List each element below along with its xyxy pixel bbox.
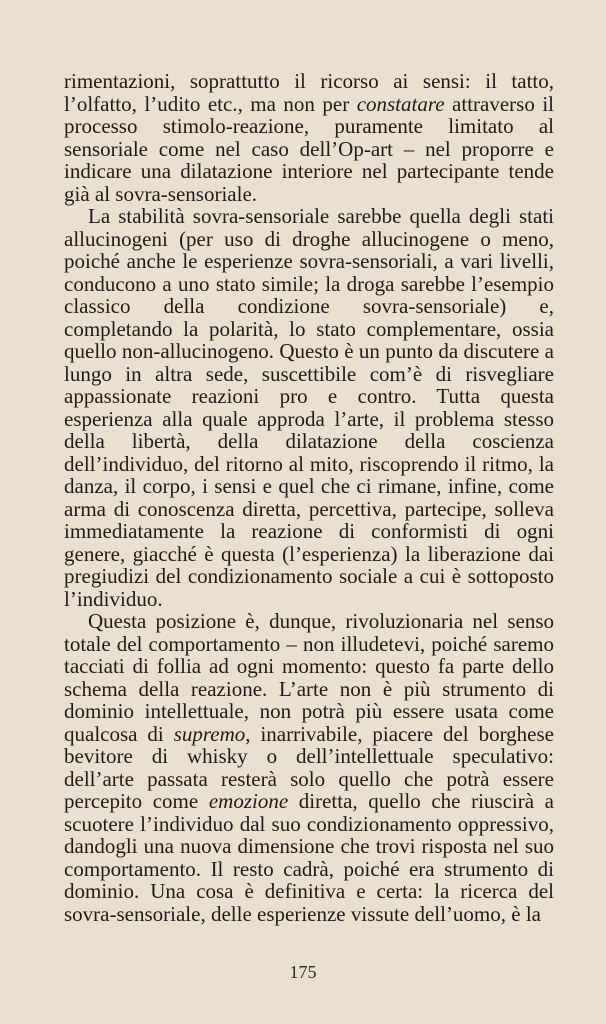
paragraph-1-italic-constatare: constatare <box>356 91 445 116</box>
paragraph-3 <box>64 610 554 925</box>
paragraph-1 <box>64 70 554 205</box>
page-number: 175 <box>289 962 317 982</box>
paragraph-1-segment-3: attraverso il processo stimolo-reazione, puramente limitato al sensoriale come nel caso dell’Op-art – nel proporre e indicare una dilatazione interiore nel partecipante tende già al sovra-sensoriale. <box>64 91 554 206</box>
paragraph-3-italic-supremo: supremo <box>173 721 246 746</box>
paragraph-2-segment-1: La stabilità sovra-sensoriale sarebbe quella degli stati allucinogeni (per uso di droghe allucinogene o meno, poiché anche le esperienze sovra-sensoriali, a vari livelli, conducono a uno stato simile; la droga sarebbe l’esempio classico della condizione sovra-sensoriale) e, completando la polarità, lo stato complementare, ossia quello non-allucinogeno. Questo è un punto da discutere a lungo in altra sede, suscettibile com’è di risvegliare appassionate reazioni pro e contro. Tutta questa esperienza alla quale approda l’arte, il problema stesso della libertà, della dilatazione della coscienza dell’individuo, del ritorno al mito, riscoprendo il ritmo, la danza, il corpo, i sensi e quel che ci rimane, infine, come arma di conoscenza diretta, percettiva, partecipe, solleva immediatamente la reazione di conformisti di ogni genere, giacché è questa (l’esperienza) la liberazione dai pregiudizi del condizionamento sociale a cui è sottoposto l’individuo. <box>64 204 554 611</box>
paragraph-3-segment-3: , inarrivabile, piacere del borghese bevitore di whisky o dell’intellettuale speculativo: dell’arte passata resterà solo quello che potrà essere percepito come <box>64 721 554 813</box>
paragraph-3-segment-5: diretta, quello che riuscirà a scuotere l’individuo dal suo condizionamento oppressivo, dandogli una nuova dimensione che trovi risposta nel suo comportamento. Il resto cadrà, poiché era strumento di dominio. Una cosa è definitiva e certa: la ricerca del sovra-sensoriale, delle esperienze vissute dell’uomo, è la <box>64 789 555 926</box>
paragraph-2 <box>64 205 554 610</box>
paragraph-3-segment-1: Questa posizione è, dunque, rivoluzionaria nel senso totale del comportamento – non illudetevi, poiché saremo tacciati di follia ad ogni momento: questo fa parte dello schema della reazione. L’arte non è più strumento di dominio intellettuale, non potrà più essere usata come qualcosa di <box>64 609 554 746</box>
body-text <box>64 70 554 925</box>
paragraph-3-italic-emozione: emozione <box>208 789 289 813</box>
paragraph-1-segment-1: rimentazioni, soprattutto il ricorso ai sensi: il tatto, l’olfatto, l’udito etc., ma non per <box>64 69 554 116</box>
